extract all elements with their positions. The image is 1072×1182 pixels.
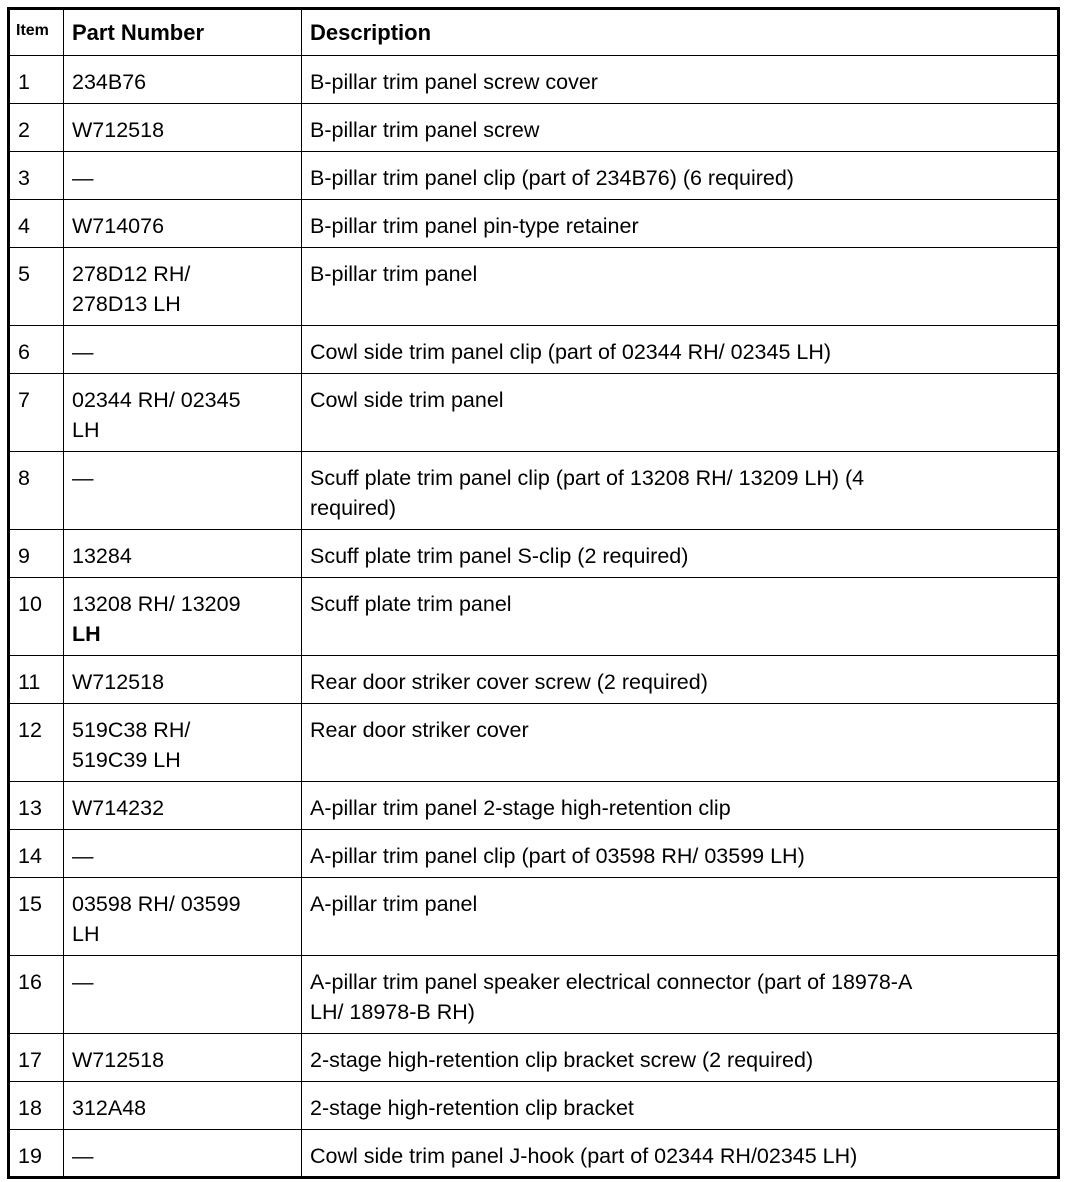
part-number-cell: — <box>64 1130 302 1178</box>
item-cell: 7 <box>9 374 64 452</box>
item-cell: 4 <box>9 200 64 248</box>
part-number-line: 03598 RH/ 03599 <box>72 892 241 916</box>
description-line: required) <box>310 496 397 520</box>
description-cell: A-pillar trim panel clip (part of 03598 RH/ 03599 LH) <box>302 830 1059 878</box>
part-number-cell: W712518 <box>64 104 302 152</box>
description-cell: Cowl side trim panel clip (part of 02344 RH/ 02345 LH) <box>302 326 1059 374</box>
description-cell: B-pillar trim panel <box>302 248 1059 326</box>
item-cell: 6 <box>9 326 64 374</box>
part-number-line: 519C38 RH/ <box>72 718 191 742</box>
part-number-cell: 312A48 <box>64 1082 302 1130</box>
item-cell: 16 <box>9 956 64 1034</box>
table-row <box>9 878 1059 956</box>
description-cell: B-pillar trim panel clip (part of 234B76) (6 required) <box>302 152 1059 200</box>
table-header-row <box>9 9 1059 56</box>
part-number-cell <box>64 248 302 326</box>
header-item: Item <box>9 9 64 56</box>
part-number-cell: — <box>64 830 302 878</box>
part-number-cell: — <box>64 956 302 1034</box>
table-row <box>9 704 1059 782</box>
table-row <box>9 656 1059 704</box>
description-line: LH/ 18978-B RH) <box>310 1000 475 1024</box>
description-cell: A-pillar trim panel 2-stage high-retention clip <box>302 782 1059 830</box>
description-cell: Cowl side trim panel J-hook (part of 02344 RH/02345 LH) <box>302 1130 1059 1178</box>
part-number-cell: — <box>64 326 302 374</box>
part-number-line: 02344 RH/ 02345 <box>72 388 241 412</box>
item-cell: 10 <box>9 578 64 656</box>
description-cell: Scuff plate trim panel S-clip (2 required) <box>302 530 1059 578</box>
table-row <box>9 248 1059 326</box>
description-line: A-pillar trim panel speaker electrical connector (part of 18978-A <box>310 970 913 994</box>
table-row <box>9 578 1059 656</box>
part-number-cell: W712518 <box>64 656 302 704</box>
part-number-line: 519C39 LH <box>72 748 181 772</box>
part-number-line: 13208 RH/ 13209 <box>72 592 241 616</box>
part-number-line: LH <box>72 622 101 646</box>
header-part-number: Part Number <box>64 9 302 56</box>
part-number-cell <box>64 878 302 956</box>
table-row <box>9 374 1059 452</box>
part-number-line: 278D12 RH/ <box>72 262 191 286</box>
header-description: Description <box>302 9 1059 56</box>
description-cell: B-pillar trim panel pin-type retainer <box>302 200 1059 248</box>
part-number-cell <box>64 374 302 452</box>
item-cell: 3 <box>9 152 64 200</box>
part-number-cell <box>64 704 302 782</box>
table-row <box>9 326 1059 374</box>
part-number-cell: W714076 <box>64 200 302 248</box>
item-cell: 15 <box>9 878 64 956</box>
table-row <box>9 956 1059 1034</box>
table-row <box>9 152 1059 200</box>
description-cell: B-pillar trim panel screw <box>302 104 1059 152</box>
item-cell: 8 <box>9 452 64 530</box>
table-row <box>9 1130 1059 1178</box>
item-cell: 13 <box>9 782 64 830</box>
description-cell: B-pillar trim panel screw cover <box>302 56 1059 104</box>
part-number-cell: 234B76 <box>64 56 302 104</box>
item-cell: 17 <box>9 1034 64 1082</box>
table-row <box>9 1034 1059 1082</box>
item-cell: 2 <box>9 104 64 152</box>
part-number-cell: — <box>64 152 302 200</box>
table-row <box>9 530 1059 578</box>
table-row <box>9 104 1059 152</box>
part-number-line: 278D13 LH <box>72 292 181 316</box>
table-row <box>9 56 1059 104</box>
table-row <box>9 452 1059 530</box>
part-number-line: LH <box>72 922 100 946</box>
part-number-cell: W712518 <box>64 1034 302 1082</box>
item-cell: 1 <box>9 56 64 104</box>
item-cell: 12 <box>9 704 64 782</box>
description-cell: Scuff plate trim panel <box>302 578 1059 656</box>
item-cell: 18 <box>9 1082 64 1130</box>
description-line: Scuff plate trim panel clip (part of 13208 RH/ 13209 LH) (4 <box>310 466 865 490</box>
description-cell: Rear door striker cover screw (2 required) <box>302 656 1059 704</box>
description-cell: Rear door striker cover <box>302 704 1059 782</box>
item-cell: 5 <box>9 248 64 326</box>
item-cell: 9 <box>9 530 64 578</box>
part-number-cell: W714232 <box>64 782 302 830</box>
item-cell: 11 <box>9 656 64 704</box>
item-cell: 19 <box>9 1130 64 1178</box>
part-number-cell: 13284 <box>64 530 302 578</box>
description-cell: A-pillar trim panel <box>302 878 1059 956</box>
description-cell: 2-stage high-retention clip bracket <box>302 1082 1059 1130</box>
part-number-cell <box>64 578 302 656</box>
part-number-line: LH <box>72 418 100 442</box>
table-row <box>9 782 1059 830</box>
description-cell <box>302 956 1059 1034</box>
description-cell <box>302 452 1059 530</box>
table-row <box>9 830 1059 878</box>
description-cell: Cowl side trim panel <box>302 374 1059 452</box>
table-row <box>9 1082 1059 1130</box>
parts-table <box>7 7 1060 1179</box>
part-number-cell: — <box>64 452 302 530</box>
description-cell: 2-stage high-retention clip bracket screw (2 required) <box>302 1034 1059 1082</box>
table-row <box>9 200 1059 248</box>
item-cell: 14 <box>9 830 64 878</box>
